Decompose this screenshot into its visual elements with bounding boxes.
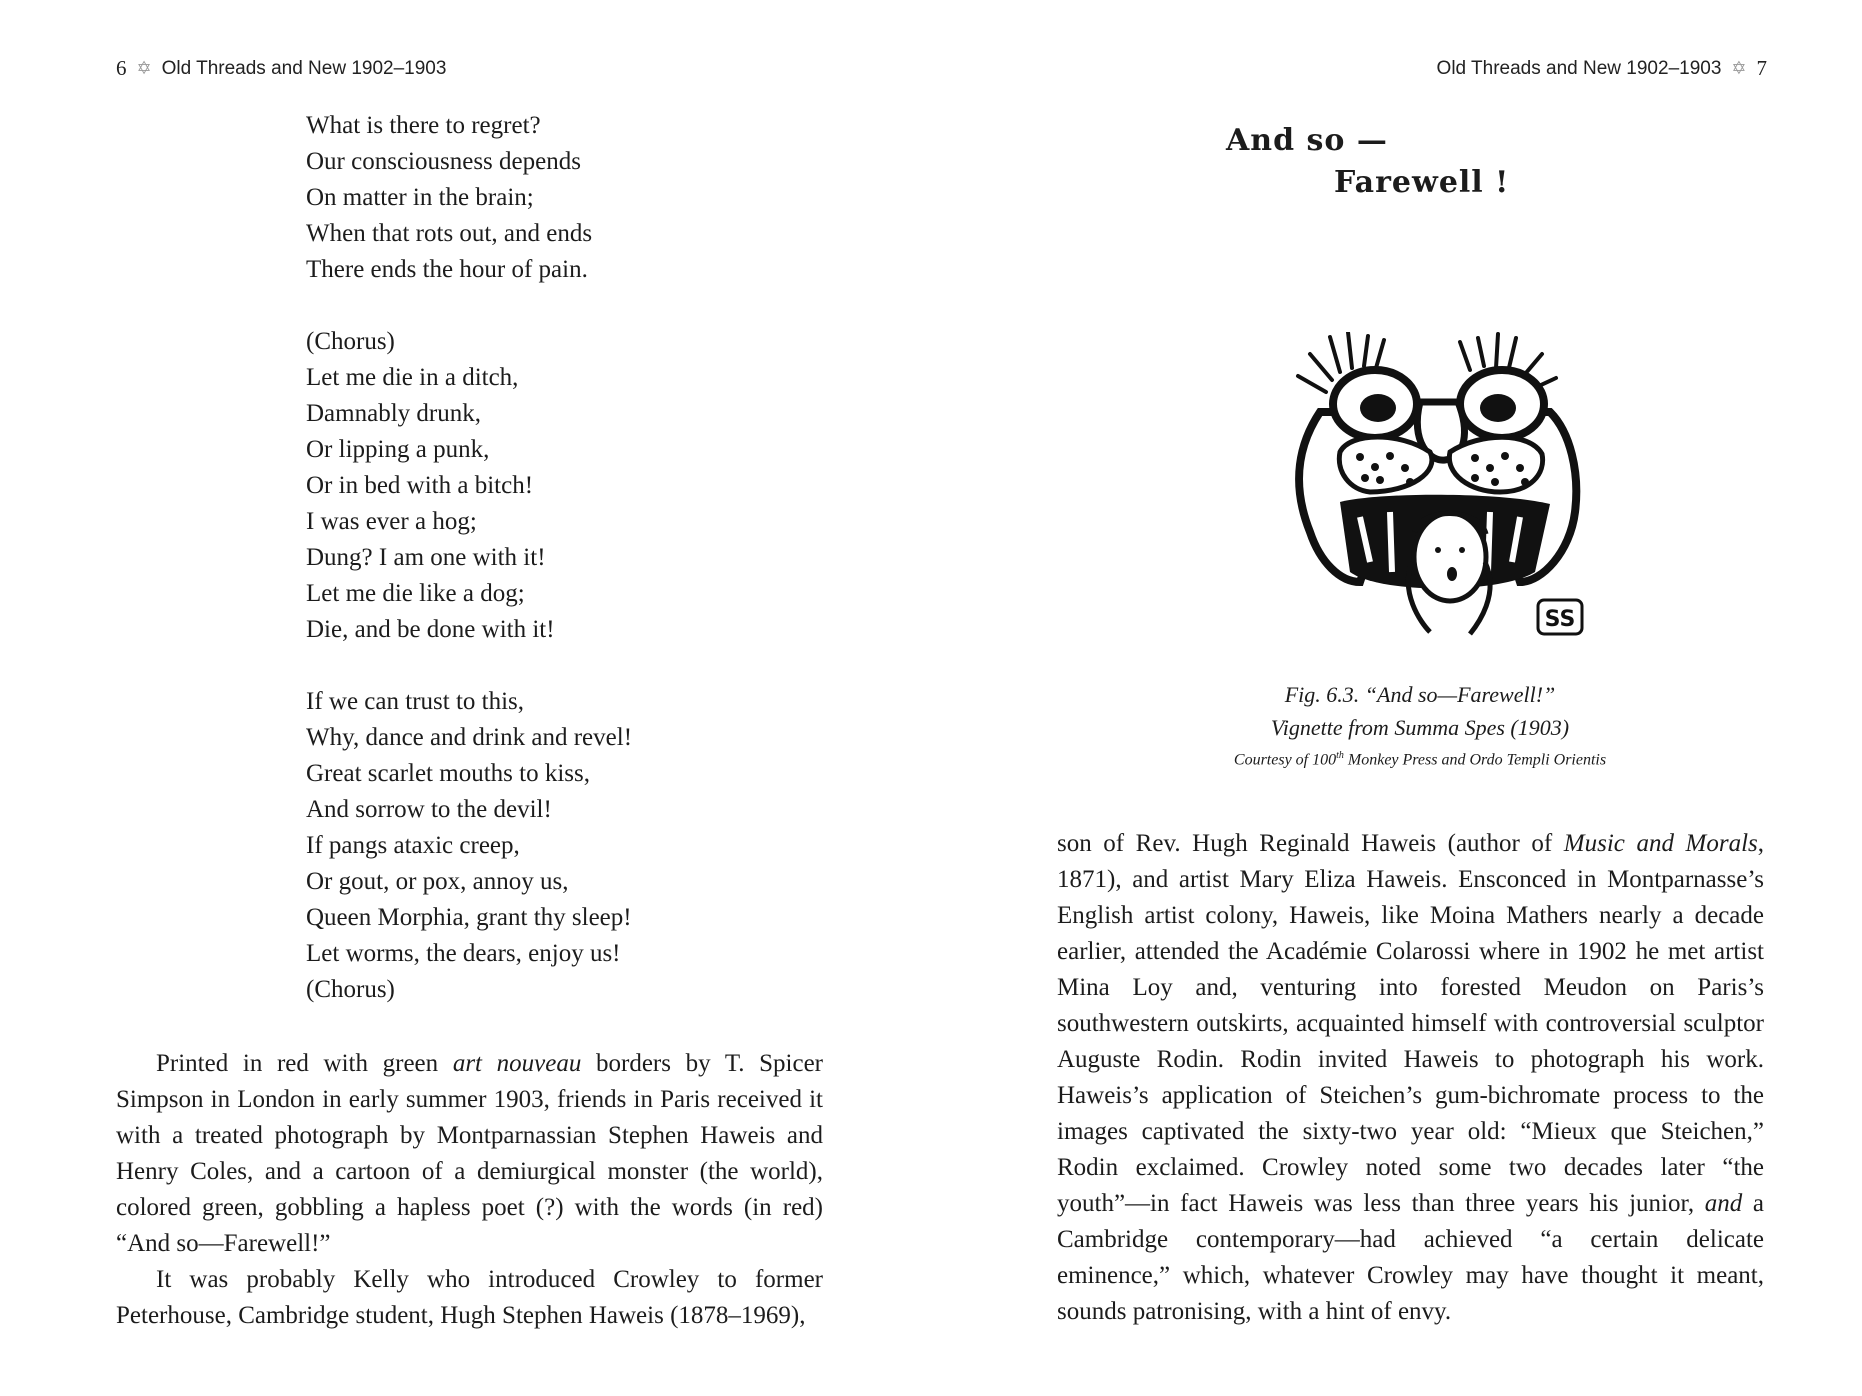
text-run: Monkey Press and Ordo Templi Orientis xyxy=(1343,751,1607,769)
body-paragraph xyxy=(1057,826,1764,1330)
poem-line: (Chorus) xyxy=(306,328,395,355)
superscript: th xyxy=(1336,750,1344,761)
hexagram-ornament-icon: ✡ xyxy=(136,58,152,78)
poem-line: Die, and be done with it! xyxy=(306,616,555,643)
vignette-title xyxy=(1226,120,1509,204)
poem-line: When that rots out, and ends xyxy=(306,220,593,247)
poem-line: What is there to regret? xyxy=(306,112,541,139)
poem-line: Or gout, or pox, annoy us, xyxy=(306,868,569,895)
running-title-left: Old Threads and New 1902–1903 xyxy=(161,57,447,79)
poem-line: Dung? I am one with it! xyxy=(306,544,546,571)
text-run: borders by T. Spicer Simpson in London in early summer 1903, friends in Paris received it with a treated photograph by Montparnassian Stephen Haweis and Henry Coles, and a cartoon of a demiurgical monster (the world), colored green, gobbling a hapless poet (?) with the words (in red) “And so—Farewell!” xyxy=(116,1050,824,1257)
poem-line: Damnably drunk, xyxy=(306,400,481,427)
poem-line: And sorrow to the devil! xyxy=(306,796,552,823)
poem-line: (Chorus) xyxy=(306,976,395,1003)
poem-line: On matter in the brain; xyxy=(306,184,534,211)
monster-vignette-illustration xyxy=(1280,332,1600,662)
text-run: son of Rev. Hugh Reginald Haweis (author of xyxy=(1057,830,1564,857)
poem-line: Or lipping a punk, xyxy=(306,436,490,463)
right-page-body xyxy=(1057,826,1764,1330)
poem-stanza xyxy=(306,684,632,1008)
poem-line: If pangs ataxic creep, xyxy=(306,832,520,859)
caption-credit xyxy=(1140,744,1700,772)
text-run: a Cambridge contemporary—had achieved “a certain delicate eminence,” which, whatever Crowley may have thought it meant, sounds patronising, with a hint of envy. xyxy=(1057,1190,1764,1325)
poem-line: Our consciousness depends xyxy=(306,148,581,175)
poem xyxy=(306,108,632,1008)
body-paragraph: It was probably Kelly who introduced Crowley to former Peterhouse, Cambridge student, Hugh Stephen Haweis (1878–1969), xyxy=(116,1266,823,1329)
italic-text: Music and Morals xyxy=(1563,830,1758,857)
poem-line: If we can trust to this, xyxy=(306,688,525,715)
poem-line: I was ever a hog; xyxy=(306,508,477,535)
poem-line: Let me die like a dog; xyxy=(306,580,525,607)
running-title-right: Old Threads and New 1902–1903 xyxy=(1436,57,1722,79)
text-run: Printed in red with green xyxy=(156,1050,453,1077)
running-header-right xyxy=(1437,56,1767,81)
vignette-title-line1: And so — xyxy=(1226,123,1388,158)
poem-line: There ends the hour of pain. xyxy=(306,256,588,283)
caption-line1: Fig. 6.3. “And so—Farewell!” xyxy=(1284,682,1556,707)
text-run: , 1871), and artist Mary Eliza Haweis. Ensconced in Montparnasse’s English artist colony, Haweis, like Moina Mathers nearly a decade earlier, attended the Académie Colarossi where in 1902 he met artist Mina Loy and, venturing into forested Meudon on Paris’s southwestern outskirts, acquainted himself with controversial sculptor Auguste Rodin. Rodin invited Haweis to photograph his work. Haweis’s application of Steichen’s gum-bichromate process to the images captivated the sixty-two year old: “Mieux que Steichen,” Rodin exclaimed. Crowley noted some two decades later “the youth”—in fact Haweis was less than three years his junior, xyxy=(1057,830,1765,1217)
left-page-body xyxy=(116,1046,823,1334)
body-paragraph xyxy=(116,1046,823,1262)
artist-monogram: SS xyxy=(1544,607,1576,632)
vignette-title-line2: Farewell ! xyxy=(1334,165,1510,200)
running-header-left xyxy=(116,56,446,81)
page-number-left: 6 xyxy=(116,56,127,80)
page-number-right: 7 xyxy=(1756,56,1767,80)
poem-line: Let me die in a ditch, xyxy=(306,364,519,391)
poem-stanza xyxy=(306,324,632,648)
caption-line2: Vignette from Summa Spes (1903) xyxy=(1270,715,1570,740)
poem-line: Great scarlet mouths to kiss, xyxy=(306,760,590,787)
poem-line: Queen Morphia, grant thy sleep! xyxy=(306,904,632,931)
italic-text: and xyxy=(1704,1190,1743,1217)
poem-line: Or in bed with a bitch! xyxy=(306,472,534,499)
text-run: Courtesy of 100 xyxy=(1233,751,1337,769)
hexagram-ornament-icon: ✡ xyxy=(1731,58,1747,78)
figure-caption xyxy=(1140,678,1700,772)
poem-line: Let worms, the dears, enjoy us! xyxy=(306,940,621,967)
poem-line: Why, dance and drink and revel! xyxy=(306,724,633,751)
italic-text: art nouveau xyxy=(452,1050,582,1077)
poem-stanza xyxy=(306,108,632,288)
